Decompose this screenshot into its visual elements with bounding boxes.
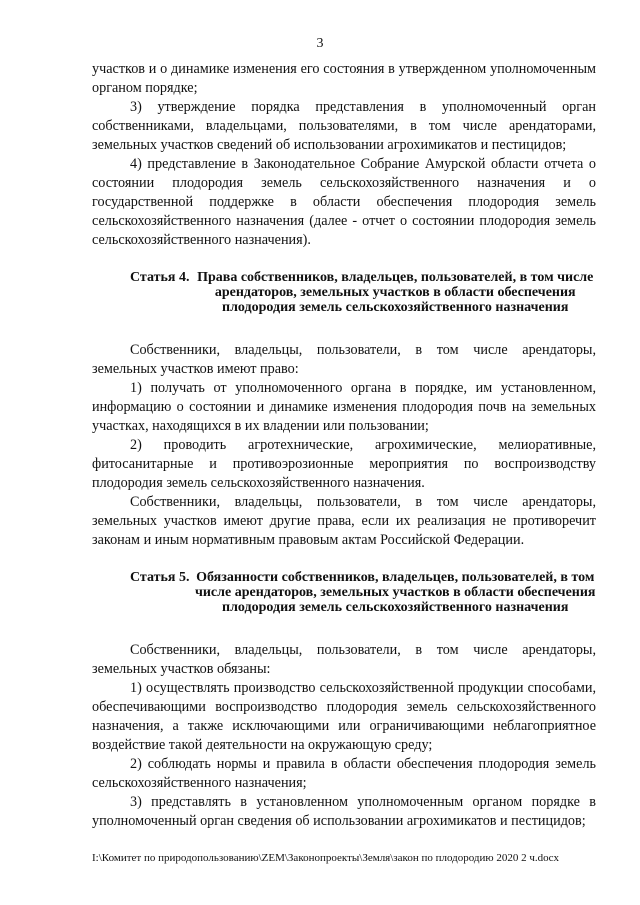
file-path-footer: I:\Комитет по природопользованию\ZEM\Законопроекты\Земля\закон по плодородию 2020 2 ч.docx xyxy=(92,852,560,864)
paragraph: Собственники, владельцы, пользователи, в том числе арендаторы, земельных участков имеют другие права, если их реализация не противоречит законам и иным нормативным правовым актам Российской Федерации. xyxy=(92,494,596,548)
article-4-label: Статья 4. xyxy=(130,270,190,285)
paragraph: Собственники, владельцы, пользователи, в том числе арендаторы, земельных участков обязаны: xyxy=(92,642,596,677)
paragraph: 1) получать от уполномоченного органа в порядке, им установленном, информацию о состоянии и динамике изменения плодородия почв на земельных участках, находящихся в их владении или пользовании; xyxy=(92,380,596,434)
paragraph: 4) представление в Законодательное Собрание Амурской области отчета о состоянии плодородия земель сельскохозяйственного назначения и о государственной поддержке в области обеспечения плодородия земель сельскохозяйственного назначения (далее - отчет о состоянии плодородия земель сельскохозяйственного назначения). xyxy=(92,156,596,248)
article-5-label: Статья 5. xyxy=(130,570,190,585)
paragraph: 2) соблюдать нормы и правила в области обеспечения плодородия земель сельскохозяйственного назначения; xyxy=(92,756,596,791)
paragraph: участков и о динамике изменения его состояния в утвержденном уполномоченным органом порядке; xyxy=(92,61,596,96)
page-number: 3 xyxy=(316,36,324,51)
article-5-title: Обязанности собственников, владельцев, пользователей, в том числе арендаторов, земельных участков в области обеспечения плодородия земель сельскохозяйственного назначения xyxy=(194,570,596,615)
document-body xyxy=(92,60,596,831)
paragraph: 1) осуществлять производство сельскохозяйственной продукции способами, обеспечивающими воспроизводство плодородия земель сельскохозяйственного назначения, а также исключающими или ограничивающими неблагоприятное воздействие такой деятельности на окружающую среду; xyxy=(92,680,596,753)
paragraph: 3) представлять в установленном уполномоченным органом порядке в уполномоченный орган сведения об использовании агрохимикатов и пестицидов; xyxy=(92,794,596,829)
paragraph: Собственники, владельцы, пользователи, в том числе арендаторы, земельных участков имеют право: xyxy=(92,342,596,377)
article-5-heading xyxy=(92,570,596,615)
article-4-heading xyxy=(92,270,596,315)
paragraph: 3) утверждение порядка представления в уполномоченный орган собственниками, владельцами, пользователями, в том числе арендаторами, земельных участков сведений об использовании агрохимикатов и пестицидов; xyxy=(92,99,596,153)
article-4-title: Права собственников, владельцев, пользователей, в том числе арендаторов, земельных участков в области обеспечения плодородия земель сельскохозяйственного назначения xyxy=(197,270,594,315)
paragraph: 2) проводить агротехнические, агрохимические, мелиоративные, фитосанитарные и противоэрозионные мероприятия по воспроизводству плодородия земель сельскохозяйственного назначения. xyxy=(92,437,596,491)
